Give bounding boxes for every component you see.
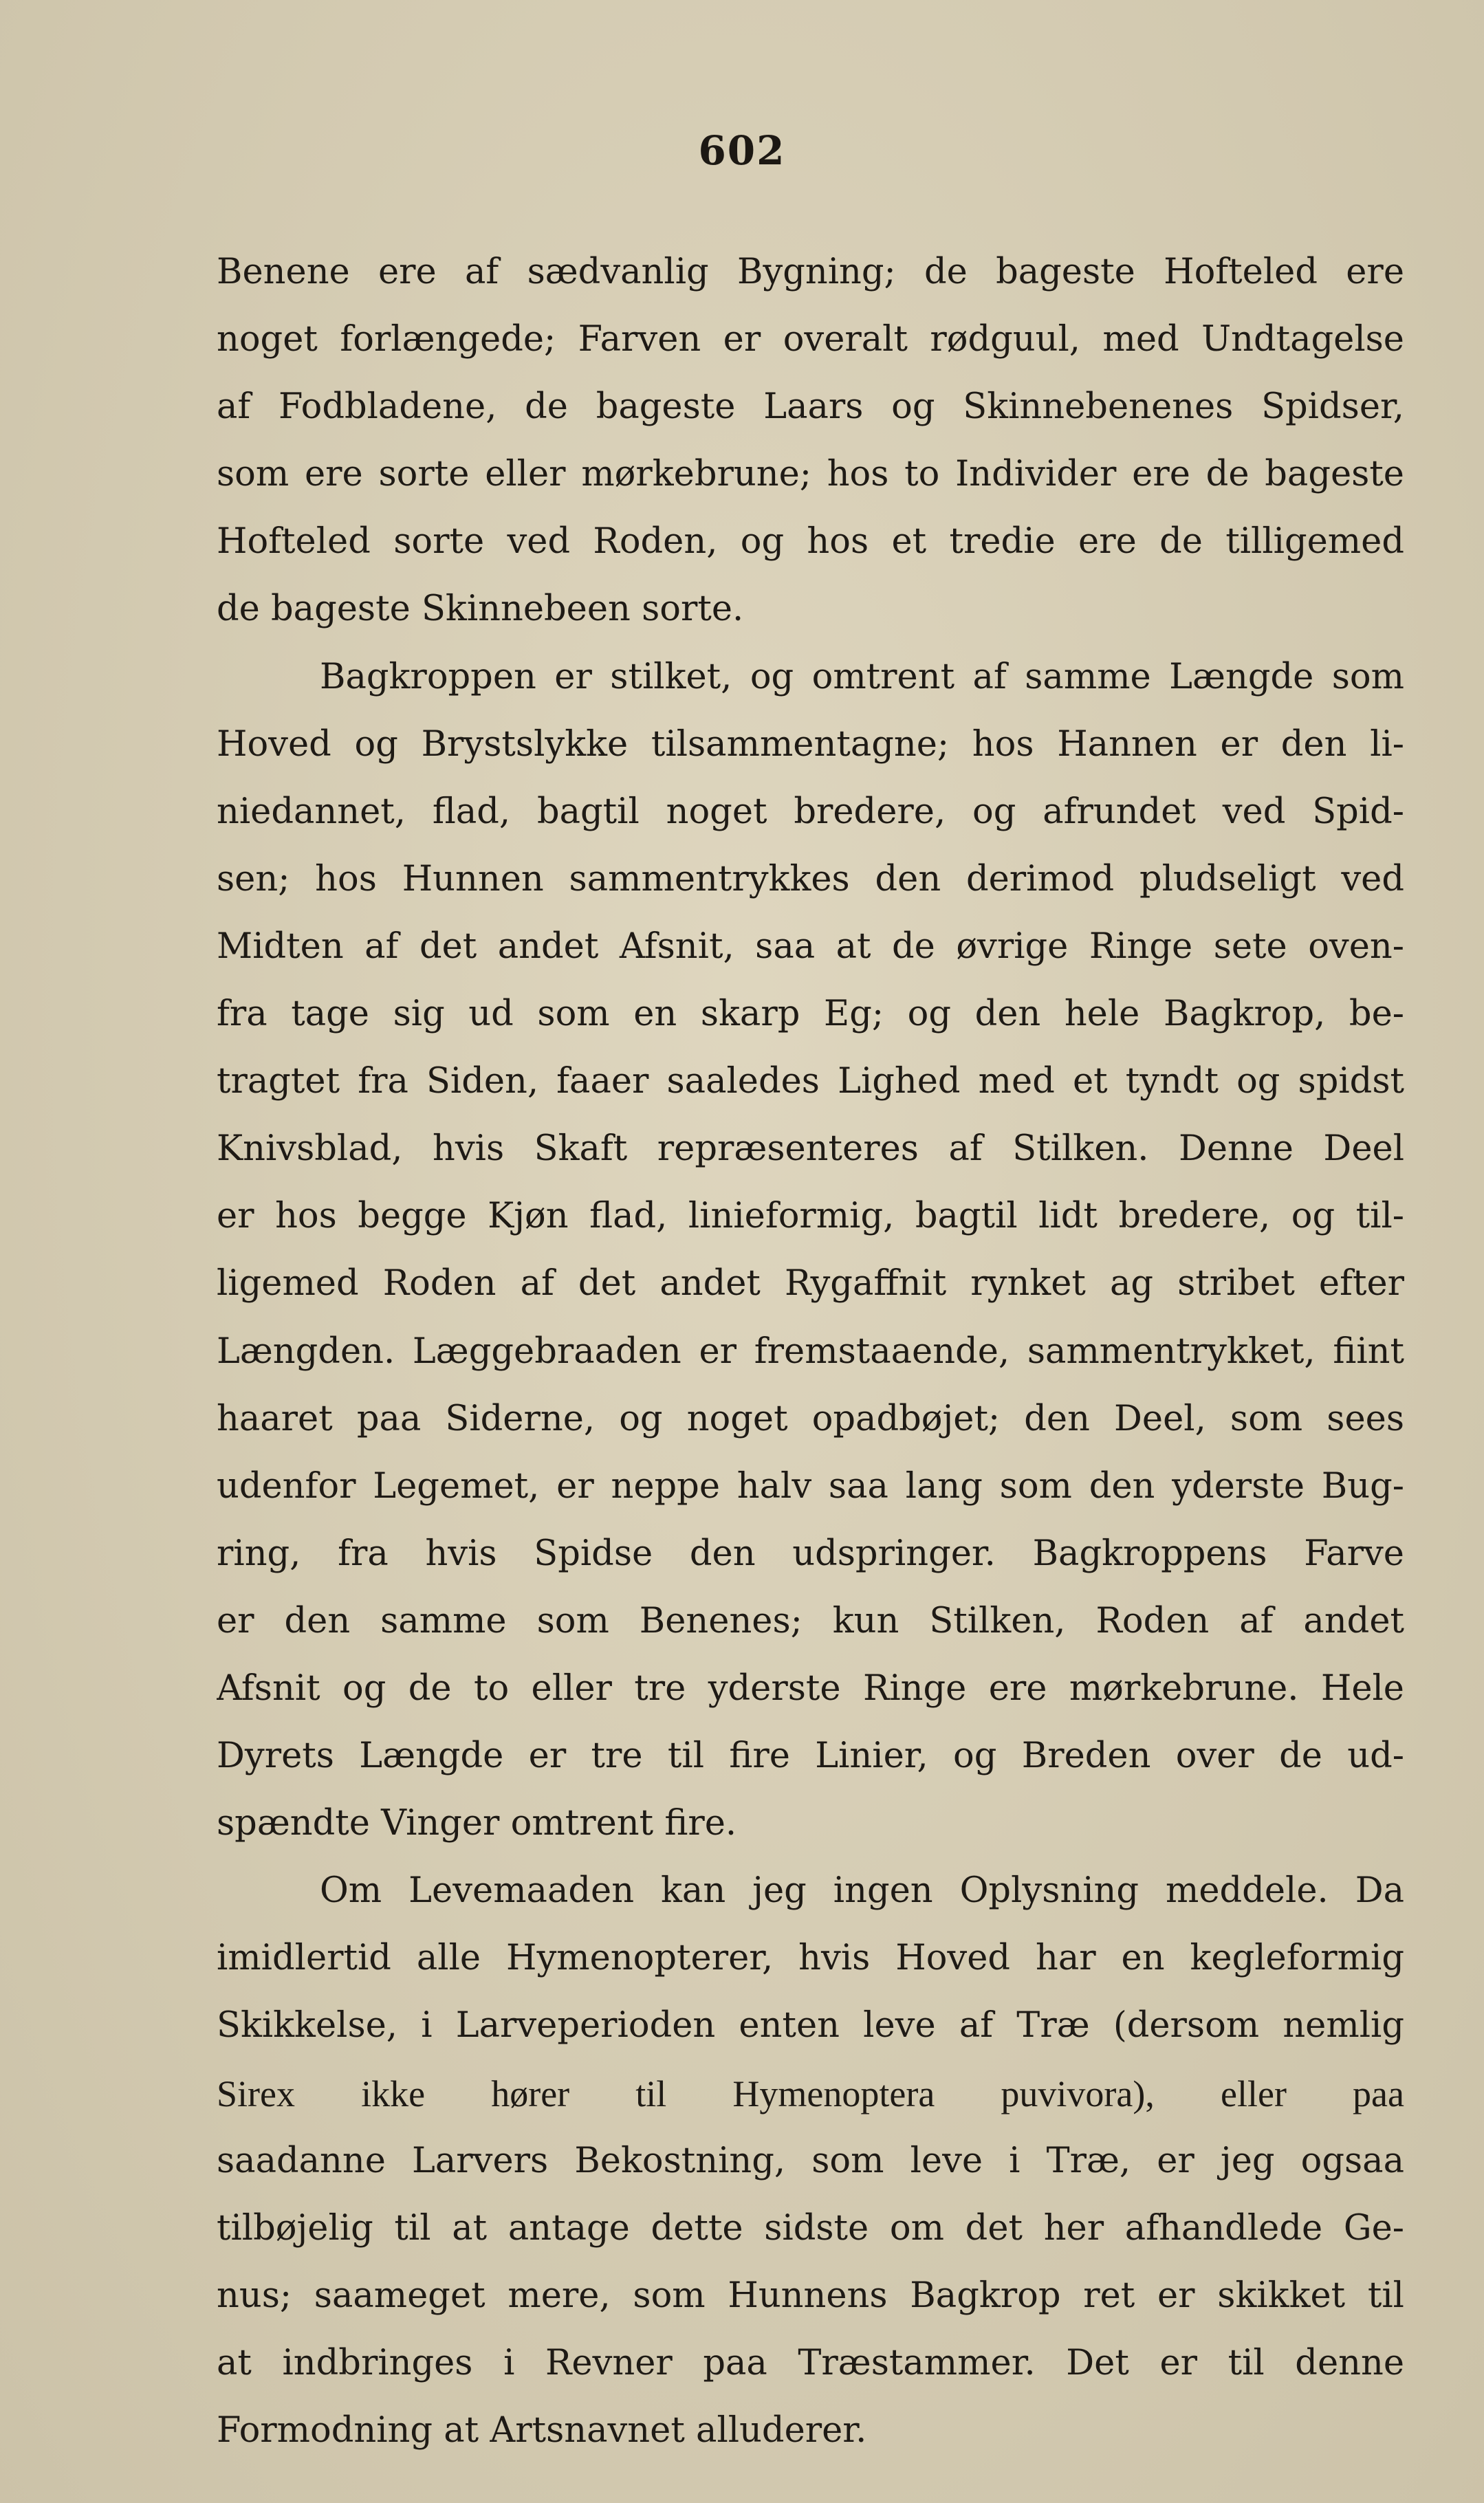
text-line: saadanne Larvers Bekostning, som leve i Træ, er jeg ogsaa <box>217 2140 1404 2181</box>
text-line: Hofteled sorte ved Roden, og hos et tredie ere de tilligemed <box>217 521 1404 562</box>
text-line: spændte Vinger omtrent fire. <box>217 1803 737 1844</box>
text-line: Benene ere af sædvanlig Bygning; de bageste Hofteled ere <box>217 252 1404 292</box>
text-line: Midten af det andet Afsnit, saa at de øvrige Ringe sete oven- <box>217 926 1404 967</box>
text-line: Afsnit og de to eller tre yderste Ringe ere mørkebrune. Hele <box>217 1668 1404 1709</box>
text-line: Om Levemaaden kan jeg ingen Oplysning meddele. Da <box>320 1870 1404 1912</box>
text-line: Skikkelse, i Larveperioden enten leve af Træ (dersom nemlig <box>217 2005 1404 2046</box>
text-line: er hos begge Kjøn flad, linieformig, bagtil lidt bredere, og til- <box>217 1196 1404 1237</box>
text-line: udenfor Legemet, er neppe halv saa lang som den yderste Bug- <box>217 1465 1404 1507</box>
text-line: som ere sorte eller mørkebrune; hos to Individer ere de bageste <box>217 454 1404 495</box>
paragraph <box>217 1857 1404 2464</box>
text-line: tragtet fra Siden, faaer saaledes Lighed med et tyndt og spidst <box>217 1061 1404 1102</box>
text-line: de bageste Skinnebeen sorte. <box>217 589 744 630</box>
text-line: Formodning at Artsnavnet alluderer. <box>217 2410 867 2451</box>
text-line: ring, fra hvis Spidse den udspringer. Bagkroppens Farve <box>217 1533 1404 1574</box>
text-line: af Fodbladene, de bageste Laars og Skinnebenenes Spidser, <box>217 386 1404 428</box>
text-line: nus; saameget mere, som Hunnens Bagkrop ret er skikket til <box>217 2275 1404 2316</box>
text-line: er den samme som Benenes; kun Stilken, Roden af andet <box>217 1600 1404 1641</box>
text-line: Bagkroppen er stilket, og omtrent af samme Længde som <box>320 656 1404 697</box>
text-line: niedannet, flad, bagtil noget bredere, og afrundet ved Spid- <box>217 791 1404 832</box>
text-line: at indbringes i Revner paa Træstammer. Det er til denne <box>217 2342 1404 2383</box>
text-line: haaret paa Siderne, og noget opadbøjet; den Deel, som sees <box>217 1398 1404 1439</box>
text-line: Hoved og Brystslykke tilsammentagne; hos Hannen er den li- <box>217 723 1404 765</box>
text-line: sen; hos Hunnen sammentrykkes den derimod pludseligt ved <box>217 858 1404 899</box>
paragraph <box>217 644 1404 1858</box>
text-line: ligemed Roden af det andet Rygaffnit rynket ag stribet efter <box>217 1263 1404 1304</box>
page-number: 602 <box>698 127 786 174</box>
text-line: Knivsblad, hvis Skaft repræsenteres af Stilken. Denne Deel <box>217 1128 1404 1170</box>
body-text <box>217 239 1404 2464</box>
paragraph <box>217 239 1404 644</box>
text-line: Dyrets Længde er tre til fire Linier, og Breden over de ud- <box>217 1736 1404 1777</box>
text-line: fra tage sig ud som en skarp Eg; og den hele Bagkrop, be- <box>217 994 1404 1035</box>
text-line: Sirex ikke hører til Hymenoptera puvivora), eller paa <box>217 2073 1404 2114</box>
text-line: imidlertid alle Hymenopterer, hvis Hoved har en kegleformig <box>217 1938 1404 1979</box>
text-line: tilbøjelig til at antage dette sidste om det her afhandlede Ge- <box>217 2207 1404 2249</box>
text-line: Længden. Læggebraaden er fremstaaende, sammentrykket, fiint <box>217 1331 1404 1372</box>
text-line: noget forlængede; Farven er overalt rødguul, med Undtagelse <box>217 319 1404 360</box>
